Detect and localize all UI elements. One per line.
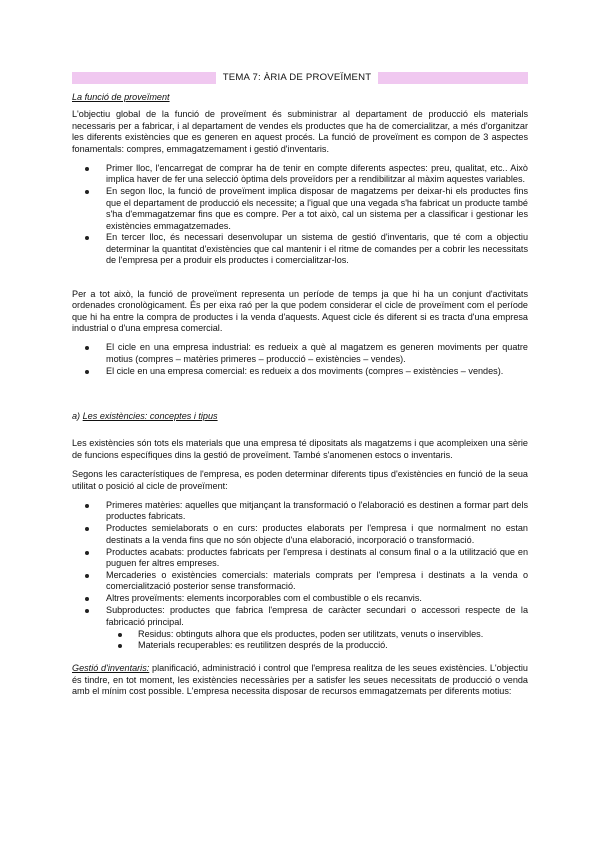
- cycle-paragraph: Per a tot això, la funció de proveïment representa un període de temps ja que hi ha un conjunt d'activitats ordenades cronològicament. És per eixa raó per la que podem considerar el cicle de proveïment com el període que hi ha entre la compra de productes i la venda d'aquests. Aquest cicle és diferent si es tracta d'una empresa industrial o d'una empresa comercial.: [72, 288, 528, 333]
- list-item: Productes acabats: productes fabricats per l'empresa i destinats al consum final o a la utilització que en puguen fer altres empreses.: [106, 546, 528, 569]
- section-heading-proveiment: La funció de proveïment: [72, 92, 170, 102]
- section-heading-existencies: [72, 411, 528, 422]
- inventory-text: planificació, administració i control que l'empresa realitza de les seues existències. L'objectiu és tindre, en tot moment, les existències necessàries per a satisfer les seues necessitats de producció o venda amb el mínim cost possible. L'empresa necessita disposar de recursos emmagatzemats per diferents motius:: [72, 663, 528, 697]
- title-highlight-right: [378, 72, 528, 84]
- list-item: En tercer lloc, és necessari desenvolupar un sistema de gestió d'inventaris, que té com a objectiu determinar la quantitat d'existències que cal mantenir i el ritme de comandes per a cobrir les necessitats de l'empresa per a produir els productes i comercialitzar-los.: [106, 232, 528, 266]
- existencies-types-list: [72, 500, 528, 628]
- inventory-management-paragraph: [72, 663, 528, 697]
- title-bar: [72, 72, 528, 84]
- existencies-definition: Les existències són tots els materials que una empresa té dipositats als magatzems i que acompleixen una sèrie de funcions específiques dins la gestió de proveïment. També s'anomenen estocs o inventaris.: [72, 438, 528, 460]
- list-item: Altres proveïments: elements incorporables com el combustible o els recanvis.: [106, 593, 528, 604]
- document-page: [72, 72, 528, 706]
- list-item: Primeres matèries: aquelles que mitjançant la transformació o l'elaboració es destinen a formar part dels productes fabricats.: [106, 500, 528, 522]
- list-item: En segon lloc, la funció de proveïment implica disposar de magatzems per deixar-hi els productes fins que el departament de producció els necessite; a l'igual que una vegada s'ha fabricat un producte també s'ha d'emmagatzemar fins que es compre. Per a tot això, cal un sistema per a classificar i gestionar les existències emmagatzemades.: [106, 186, 528, 231]
- existencies-types-intro: Segons les característiques de l'empresa, es poden determinar diferents tipus d'existències en funció de la seua utilitat o posició al cicle de proveïment:: [72, 469, 528, 491]
- section-heading-text: Les existències: conceptes i tipus: [82, 411, 218, 422]
- list-item: Primer lloc, l'encarregat de comprar ha de tenir en compte diferents aspectes: preu, qualitat, etc.. Això implica haver de fer una selecció òptima dels proveïdors per a rendibilitzar al màxim aquestes variables.: [106, 163, 528, 185]
- title-highlight-left: [72, 72, 216, 84]
- page-title: TEMA 7: ÀRIA DE PROVEÏMENT: [222, 72, 372, 83]
- list-item: Residus: obtinguts alhora que els productes, poden ser utilitzats, venuts o inservibles.: [138, 629, 528, 640]
- cycle-list: [72, 342, 528, 377]
- list-item: El cicle en una empresa comercial: es redueix a dos moviments (compres – existències – vendes).: [106, 366, 528, 377]
- list-item: Materials recuperables: es reutilitzen després de la producció.: [138, 640, 528, 651]
- section-prefix: a): [72, 411, 83, 422]
- list-item: El cicle en una empresa industrial: es redueix a què al magatzem es generen moviments per quatre motius (compres – matèries primeres – producció – existències – vendes).: [106, 342, 528, 364]
- intro-paragraph: L'objectiu global de la funció de proveïment és subministrar al departament de producció els materials necessaris per a fabricar, i al departament de vendes els productes que ha de comercialitzar, a més d'organitzar les diferents existències que es generen en aquest procés. La funció de proveïment es compon de 3 aspectes fonamentals: compres, emmagatzemament i gestió d'inventaris.: [72, 109, 528, 154]
- list-item: Productes semielaborats o en curs: productes elaborats per l'empresa i que normalment no estan destinats a la venda fins que no són objecte d'una elaboració, incorporació o transformació.: [106, 523, 528, 545]
- subproducts-list: [97, 629, 528, 652]
- list-item: Mercaderies o existències comercials: materials comprats per l'empresa i destinats a la venda o comercialització posterior sense transformació.: [106, 570, 528, 592]
- aspects-list: [72, 163, 528, 267]
- list-item: Subproductes: productes que fabrica l'empresa de caràcter secundari o accessori respecte de la fabricació principal.: [106, 605, 528, 627]
- inventory-heading: Gestió d'inventaris:: [72, 663, 150, 674]
